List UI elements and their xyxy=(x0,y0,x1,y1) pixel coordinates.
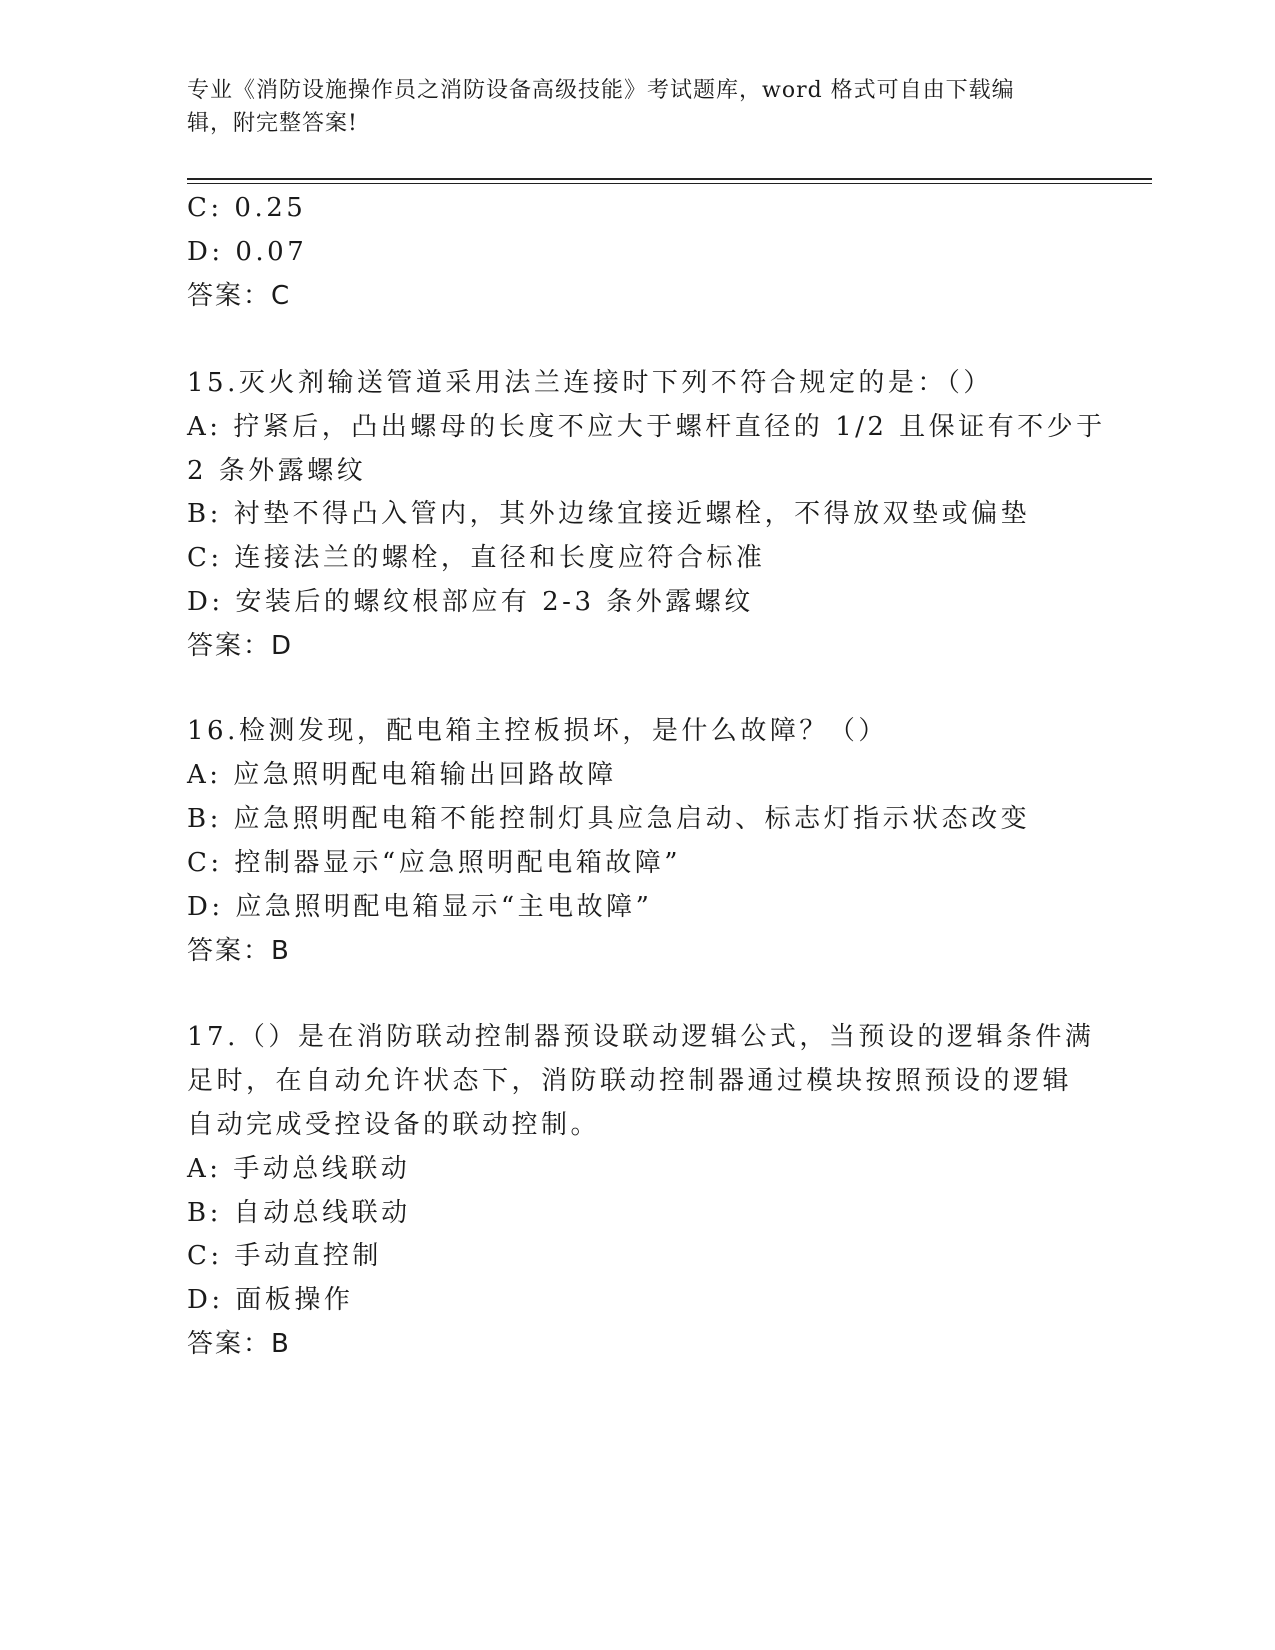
q17-stem-line2: 足时，在自动允许状态下，消防联动控制器通过模块按照预设的逻辑 xyxy=(187,1066,1073,1096)
q15-option-a-line1: A: 拧紧后，凸出螺母的长度不应大于螺杆直径的 1/2 且保证有不少于 xyxy=(187,412,1106,442)
header-line-2: 辑，附完整答案! xyxy=(187,111,358,136)
q15-answer: 答案：D xyxy=(187,631,294,661)
header-line-1: 专业《消防设施操作员之消防设备高级技能》考试题库，word 格式可自由下载编 xyxy=(187,78,1015,103)
q16-option-a: A: 应急照明配电箱输出回路故障 xyxy=(187,760,617,790)
q17-stem-line1: 17.（）是在消防联动控制器预设联动逻辑公式，当预设的逻辑条件满 xyxy=(187,1022,1095,1052)
header-divider-thin xyxy=(187,183,1152,184)
q17-stem-line3: 自动完成受控设备的联动控制。 xyxy=(187,1110,601,1140)
q17-option-c: C: 手动直控制 xyxy=(187,1241,382,1271)
q16-option-d: D: 应急照明配电箱显示“主电故障” xyxy=(187,892,653,922)
q15-option-c: C: 连接法兰的螺栓，直径和长度应符合标准 xyxy=(187,543,766,573)
q15-option-d: D: 安装后的螺纹根部应有 2-3 条外露螺纹 xyxy=(187,587,754,617)
q16-stem: 16.检测发现，配电箱主控板损坏，是什么故障？（） xyxy=(187,716,888,746)
prev-answer: 答案：C xyxy=(187,281,292,311)
document-header xyxy=(187,74,1067,140)
q17-answer: 答案：B xyxy=(187,1329,291,1359)
q16-answer: 答案：B xyxy=(187,936,291,966)
q16-option-c: C: 控制器显示“应急照明配电箱故障” xyxy=(187,848,682,878)
q17-option-a: A: 手动总线联动 xyxy=(187,1154,411,1184)
q15-option-b: B: 衬垫不得凸入管内，其外边缘宜接近螺栓，不得放双垫或偏垫 xyxy=(187,499,1031,529)
q16-option-b: B: 应急照明配电箱不能控制灯具应急启动、标志灯指示状态改变 xyxy=(187,804,1031,834)
q17-option-b: B: 自动总线联动 xyxy=(187,1198,411,1228)
q15-option-a-line2: 2 条外露螺纹 xyxy=(187,456,367,486)
header-divider-thick xyxy=(187,178,1152,180)
prev-option-c: C: 0.25 xyxy=(187,193,307,223)
q15-stem: 15.灭火剂输送管道采用法兰连接时下列不符合规定的是：（） xyxy=(187,368,993,398)
prev-option-d: D: 0.07 xyxy=(187,237,308,267)
q17-option-d: D: 面板操作 xyxy=(187,1285,354,1315)
